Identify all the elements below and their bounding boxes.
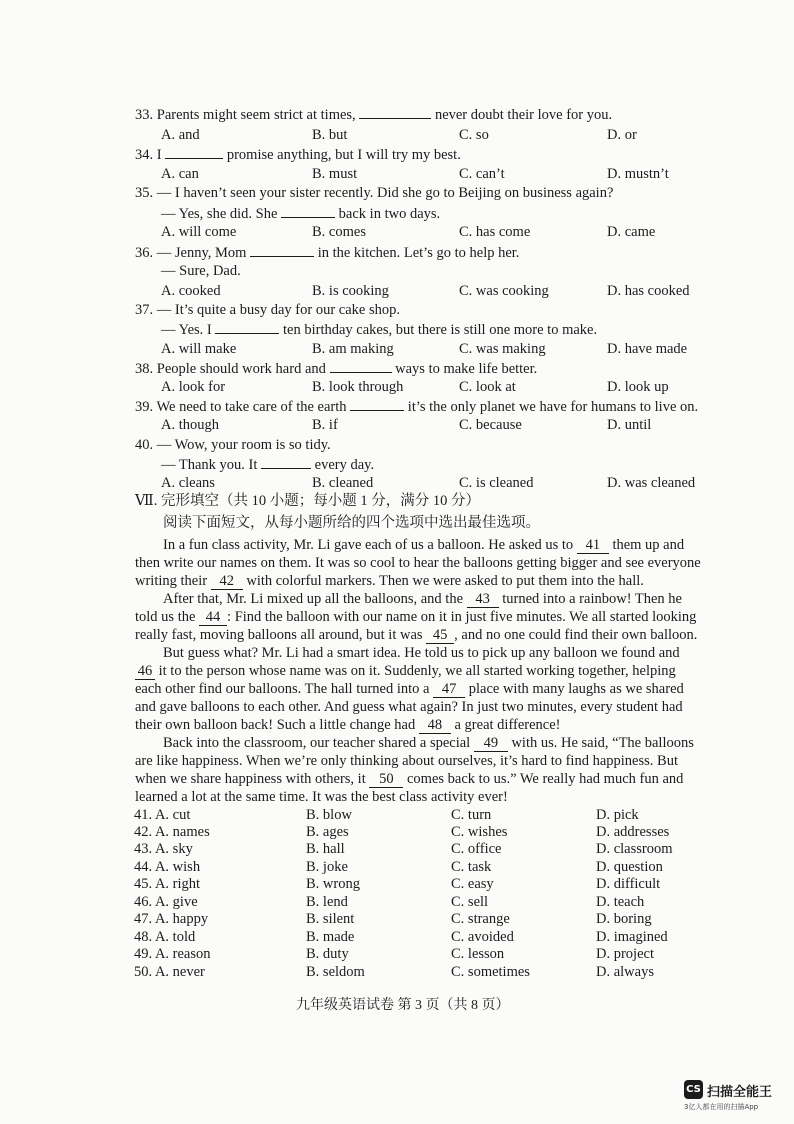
- question-40: 40. — Wow, your room is so tidy.: [135, 437, 331, 453]
- blank-47: 47: [433, 681, 465, 698]
- passage-line: [163, 734, 694, 752]
- blank-45: 45: [426, 627, 454, 644]
- scanner-app-name: 扫描全能王: [707, 1085, 773, 1100]
- option-c: C. so: [459, 127, 489, 143]
- option-c: C. because: [459, 417, 522, 433]
- option-a: A. will make: [161, 341, 237, 357]
- cloze-option-b: B. blow: [306, 807, 352, 823]
- question-text: it’s the only planet we have for humans to live on.: [407, 399, 699, 415]
- question-37-reply: [161, 320, 597, 339]
- option-b: B. cleaned: [312, 475, 374, 491]
- option-c: C. look at: [459, 379, 516, 395]
- cloze-option-b: B. seldom: [306, 964, 365, 980]
- passage-line: [135, 662, 676, 680]
- option-b: B. comes: [312, 224, 366, 240]
- answer-blank: [359, 105, 431, 119]
- cloze-option-c: C. strange: [451, 911, 510, 927]
- question-text: in the kitchen. Let’s go to help her.: [317, 245, 520, 261]
- cloze-option-c: C. avoided: [451, 929, 514, 945]
- passage-text: when we share happiness with others, it: [135, 771, 366, 787]
- passage-text: place with many laughs as we shared: [468, 681, 684, 697]
- passage-text: them up and: [612, 537, 685, 553]
- cloze-option-c: C. office: [451, 841, 502, 857]
- passage-line: [135, 680, 684, 698]
- cloze-option-d: D. pick: [596, 807, 639, 823]
- option-b: B. must: [312, 166, 358, 182]
- cloze-option-b: B. silent: [306, 911, 355, 927]
- page-footer: 九年级英语试卷 第 3 页（共 8 页）: [296, 998, 510, 1013]
- passage-line: [163, 536, 684, 554]
- passage-text: with colorful markers. Then we were asked to put them into the hall.: [246, 573, 644, 589]
- question-33: [135, 105, 612, 124]
- question-text: 33. Parents might seem strict at times,: [135, 107, 356, 123]
- passage-line: [135, 608, 696, 626]
- option-a: A. can: [161, 166, 199, 182]
- blank-44: 44: [199, 609, 227, 626]
- option-d: D. came: [607, 224, 656, 240]
- option-b: B. if: [312, 417, 338, 433]
- passage-line: But guess what? Mr. Li had a smart idea. He told us to pick up any balloon we found and: [163, 645, 680, 661]
- passage-line: and gave balloons to each other. And guess what again? In just two minutes, every student had: [135, 699, 683, 715]
- cloze-option-a: 44. A. wish: [134, 859, 201, 875]
- question-text: promise anything, but I will try my best.: [226, 147, 461, 163]
- blank-46: 46: [135, 663, 155, 680]
- passage-line: then write our names on them. It was so cool to hear the balloons getting bigger and see everyone: [135, 555, 701, 571]
- passage-text: , and no one could find their own balloon.: [454, 627, 698, 643]
- cloze-option-c: C. sometimes: [451, 964, 530, 980]
- question-35-reply: [161, 204, 440, 223]
- passage-text: told us the: [135, 609, 196, 625]
- option-d: D. look up: [607, 379, 669, 395]
- scanner-logo-icon: CS: [684, 1080, 703, 1099]
- passage-text: In a fun class activity, Mr. Li gave each of us a balloon. He asked us to: [163, 537, 574, 553]
- passage-text: turned into a rainbow! Then he: [502, 591, 682, 607]
- cloze-option-c: C. task: [451, 859, 492, 875]
- option-d: D. until: [607, 417, 652, 433]
- question-text: 39. We need to take care of the earth: [135, 399, 347, 415]
- cloze-option-d: D. boring: [596, 911, 652, 927]
- cloze-option-b: B. lend: [306, 894, 348, 910]
- passage-text: it to the person whose name was on it. Suddenly, we all started working together, helping: [158, 663, 676, 679]
- cloze-option-d: D. classroom: [596, 841, 673, 857]
- passage-line: [135, 626, 697, 644]
- cloze-option-d: D. project: [596, 946, 654, 962]
- cloze-option-a: 48. A. told: [134, 929, 196, 945]
- question-text: 36. — Jenny, Mom: [135, 245, 247, 261]
- question-39: [135, 397, 698, 416]
- option-d: D. or: [607, 127, 637, 143]
- question-text: back in two days.: [338, 206, 441, 222]
- blank-42: 42: [211, 573, 243, 590]
- cloze-option-a: 50. A. never: [134, 964, 205, 980]
- option-a: A. will come: [161, 224, 237, 240]
- question-36: [135, 243, 519, 262]
- passage-text: writing their: [135, 573, 208, 589]
- cloze-option-a: 49. A. reason: [134, 946, 211, 962]
- passage-line: [135, 572, 644, 590]
- question-text: every day.: [314, 457, 375, 473]
- section-heading: Ⅶ. 完形填空（共 10 小题；每小题 1 分，满分 10 分）: [135, 493, 480, 509]
- option-a: A. though: [161, 417, 219, 433]
- option-c: C. has come: [459, 224, 531, 240]
- passage-text: really fast, moving balloons all around, but it was: [135, 627, 423, 643]
- cloze-option-b: B. joke: [306, 859, 348, 875]
- cloze-option-d: D. difficult: [596, 876, 661, 892]
- option-d: D. mustn’t: [607, 166, 669, 182]
- cloze-option-b: B. ages: [306, 824, 349, 840]
- question-35: [135, 184, 613, 202]
- option-c: C. was making: [459, 341, 546, 357]
- scanner-tagline: 3亿人都在用的扫描App: [684, 1103, 759, 1111]
- cloze-option-b: B. wrong: [306, 876, 360, 892]
- cloze-option-d: D. teach: [596, 894, 645, 910]
- cloze-option-c: C. lesson: [451, 946, 505, 962]
- cloze-option-c: C. wishes: [451, 824, 508, 840]
- passage-line: [135, 770, 683, 788]
- option-c: C. was cooking: [459, 283, 549, 299]
- cloze-option-b: B. duty: [306, 946, 349, 962]
- question-text: ten birthday cakes, but there is still one more to make.: [283, 322, 598, 338]
- passage-line: learned a lot at the same time. It was the best class activity ever!: [135, 789, 508, 805]
- question-40-reply: [161, 455, 374, 474]
- question-text: — Yes, she did. She: [161, 206, 278, 222]
- cloze-option-c: C. sell: [451, 894, 489, 910]
- cloze-option-a: 45. A. right: [134, 876, 201, 892]
- option-c: C. can’t: [459, 166, 505, 182]
- option-c: C. is cleaned: [459, 475, 534, 491]
- question-text: — Thank you. It: [161, 457, 258, 473]
- blank-41: 41: [577, 537, 609, 554]
- question-text: 34. I: [135, 147, 162, 163]
- question-text: 35. — I haven’t seen your sister recently. Did she go to Beijing on business again?: [135, 185, 614, 201]
- passage-text: : Find the balloon with our name on it in just five minutes. We all started looking: [227, 609, 697, 625]
- passage-line: [135, 716, 561, 734]
- option-b: B. am making: [312, 341, 394, 357]
- answer-blank: [350, 397, 404, 411]
- passage-text: After that, Mr. Li mixed up all the balloons, and the: [163, 591, 464, 607]
- option-d: D. have made: [607, 341, 688, 357]
- cloze-option-a: 47. A. happy: [134, 911, 209, 927]
- cloze-option-d: D. imagined: [596, 929, 668, 945]
- blank-49: 49: [474, 735, 508, 752]
- blank-43: 43: [467, 591, 499, 608]
- passage-text: comes back to us.” We really had much fun and: [407, 771, 684, 787]
- question-text: ways to make life better.: [395, 361, 538, 377]
- question-text: 38. People should work hard and: [135, 361, 326, 377]
- answer-blank: [330, 359, 392, 373]
- cloze-option-a: 42. A. names: [134, 824, 210, 840]
- option-d: D. has cooked: [607, 283, 690, 299]
- answer-blank: [165, 145, 223, 159]
- option-d: D. was cleaned: [607, 475, 696, 491]
- cloze-option-d: D. always: [596, 964, 654, 980]
- blank-48: 48: [419, 717, 451, 734]
- answer-blank: [281, 204, 335, 218]
- cloze-option-b: B. hall: [306, 841, 345, 857]
- passage-line: [163, 590, 682, 608]
- passage-text: a great difference!: [454, 717, 561, 733]
- option-a: A. look for: [161, 379, 226, 395]
- passage-text: their own balloon back! Such a little change had: [135, 717, 416, 733]
- cloze-option-a: 46. A. give: [134, 894, 198, 910]
- question-34: [135, 145, 461, 164]
- passage-line: are like happiness. When we’re only thinking about ourselves, it’s hard to find happiness. But: [135, 753, 678, 769]
- option-a: A. and: [161, 127, 200, 143]
- question-36-reply: — Sure, Dad.: [161, 263, 241, 279]
- blank-50: 50: [369, 771, 403, 788]
- passage-text: each other find our balloons. The hall turned into a: [135, 681, 430, 697]
- cloze-option-c: C. turn: [451, 807, 492, 823]
- scanner-watermark: [684, 1080, 794, 1120]
- passage-text: with us. He said, “The balloons: [511, 735, 694, 751]
- cloze-option-d: D. question: [596, 859, 663, 875]
- option-a: A. cooked: [161, 283, 221, 299]
- option-b: B. is cooking: [312, 283, 389, 299]
- answer-blank: [215, 320, 279, 334]
- cloze-option-b: B. made: [306, 929, 355, 945]
- cloze-option-a: 43. A. sky: [134, 841, 193, 857]
- answer-blank: [261, 455, 311, 469]
- answer-blank: [250, 243, 314, 257]
- option-a: A. cleans: [161, 475, 215, 491]
- section-instruction: 阅读下面短文，从每小题所给的四个选项中选出最佳选项。: [163, 515, 540, 531]
- question-text: never doubt their love for you.: [434, 107, 613, 123]
- question-text: — Yes. I: [161, 322, 212, 338]
- passage-text: Back into the classroom, our teacher shared a special: [163, 735, 471, 751]
- cloze-option-c: C. easy: [451, 876, 494, 892]
- cloze-option-d: D. addresses: [596, 824, 670, 840]
- cloze-option-a: 41. A. cut: [134, 807, 191, 823]
- question-37: 37. — It’s quite a busy day for our cake shop.: [135, 302, 400, 318]
- option-b: B. look through: [312, 379, 404, 395]
- option-b: B. but: [312, 127, 348, 143]
- question-38: [135, 359, 537, 378]
